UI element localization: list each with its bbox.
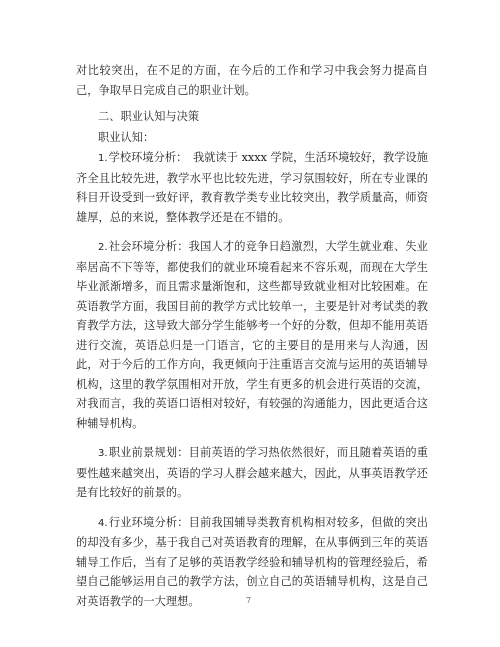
numbered-paragraph-industry-environment [76,513,428,612]
page-number: 7 [246,596,252,605]
document-body [76,61,428,611]
paragraph-text: 行业环境分析：目前我国辅导类教育机构相对较多，但做的突出的却没有多少，基于我自己对英语教育的理解，在从事俩到三年的英语辅导工作后，当有了足够的英语教学经验和辅导机构的管理经验后，希望自己能够运用自己的教学方法，创立自己的英语辅导机构，这是自己对英语教学的一大理想。 [76,515,428,608]
numbered-paragraph-school-environment [76,148,428,227]
paragraph-number: 2. [98,242,108,253]
paragraph-text: 对比较突出，在不足的方面，在今后的工作和学习中我会努力提高自己，争取早日完成自己的职业计划。 [76,64,428,97]
paragraph-number: 4. [98,517,108,529]
paragraph-number: 1. [98,153,108,164]
paragraph-text: 学校环境分析： 我就读于 xxxx 学院，生活环境较好，教学设施齐全且比较先进，教学水平也比较先进，学习氛围较好，所在专业课的科目开设受到一致好评，教育教学类专业比较突出，教学质量高，师资雄厚，总的来说，整体教学还是在不错的。 [76,151,428,224]
section-heading-text: 二、职业认知与决策 [98,110,200,123]
paragraph-text: 社会环境分析：我国人才的竞争日趋激烈，大学生就业难、失业率居高不下等等，都使我们的就业环境看起来不容乐观，而现在大学生毕业派渐增多，而且需求量渐饱和，这些都导致就业相对比较困难。在英语教学方面，我国目前的教学方式比较单一，主要是针对考试类的教育教学方法，这导致大部分学生能够考一个好的分数，但却不能用英语进行交流，英语总归是一门语言，它的主要目的是用来与人沟通，因此，对于今后的工作方向，我更倾向于注重语言交流与运用的英语辅导机构，这里的教学氛围相对开放，学生有更多的机会进行英语的交流，对我而言，我的英语口语相对较好，有较强的沟通能力，因此更适合这种辅导机构。 [76,240,428,430]
paragraph-text: 职业前景规划：目前英语的学习热依然很好，而且随着英语的重要性越来越突出，英语的学习人群会越来越大，因此，从事英语教学还是有比较好的前景的。 [76,446,428,499]
paragraph-number: 3. [98,448,108,459]
numbered-paragraph-career-prospects [76,443,428,503]
subsection-heading-text: 职业认知： [98,130,155,144]
numbered-paragraph-social-environment [76,237,428,433]
subsection-heading [76,128,428,148]
paragraph-continuation [76,61,428,100]
section-heading [76,107,428,127]
